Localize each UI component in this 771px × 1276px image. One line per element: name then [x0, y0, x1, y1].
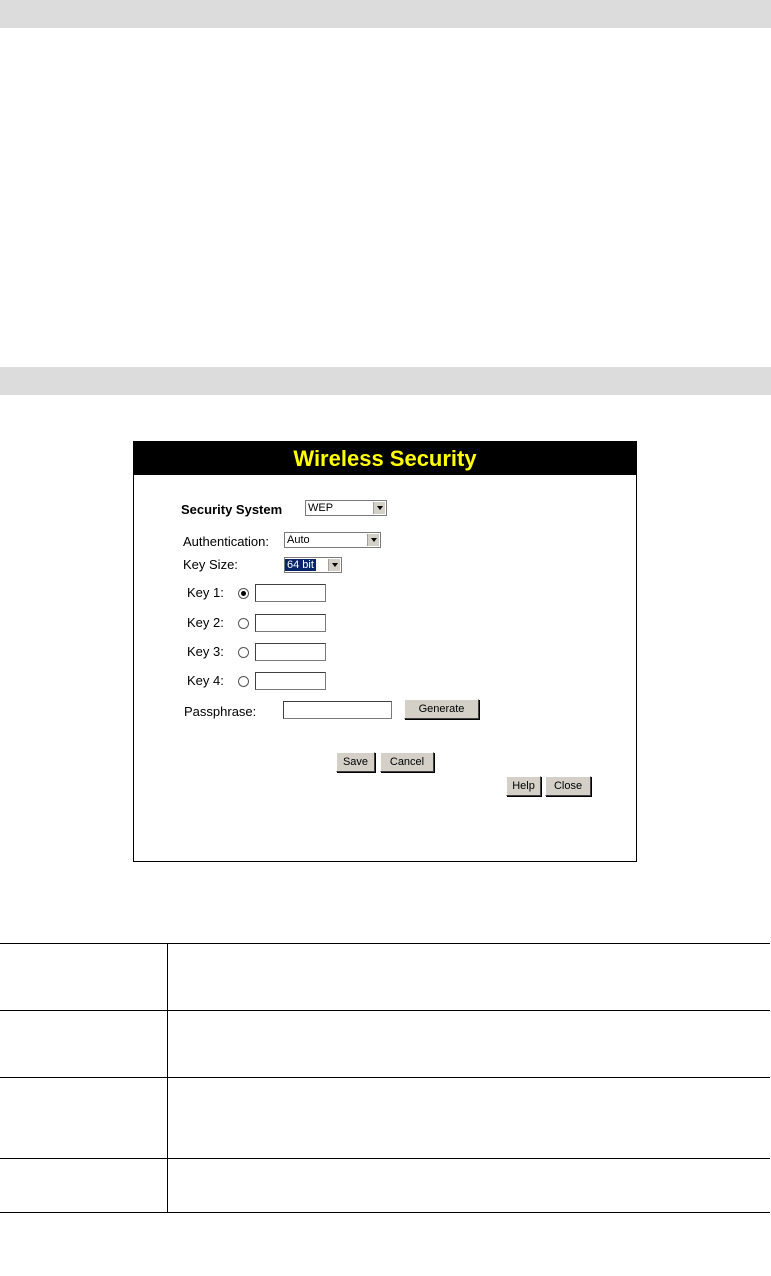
close-button[interactable]: Close	[545, 776, 591, 796]
authentication-label: Authentication:	[183, 534, 270, 549]
key-2-input[interactable]	[255, 614, 326, 632]
key-4-radio[interactable]	[238, 676, 249, 687]
table-row	[0, 1010, 770, 1077]
generate-button[interactable]: Generate	[404, 699, 479, 719]
key-3-radio[interactable]	[238, 647, 249, 658]
key-3-label: Key 3:	[187, 644, 224, 659]
help-button[interactable]: Help	[506, 776, 541, 796]
security-system-label: Security System	[181, 502, 283, 517]
save-button[interactable]: Save	[336, 752, 375, 772]
dialog-title: Wireless Security	[134, 442, 636, 475]
key-4-input[interactable]	[255, 672, 326, 690]
key-3-input[interactable]	[255, 643, 326, 661]
table-bottom-border	[0, 1212, 770, 1213]
key-1-radio[interactable]	[238, 588, 249, 599]
key-1-label: Key 1:	[187, 585, 224, 600]
key-4-label: Key 4:	[187, 673, 224, 688]
table-row	[0, 1158, 770, 1212]
cancel-button[interactable]: Cancel	[380, 752, 434, 772]
key-size-value: 64 bit	[287, 559, 314, 571]
key-2-radio[interactable]	[238, 618, 249, 629]
chevron-down-icon	[373, 502, 385, 514]
header-band	[0, 0, 771, 28]
chevron-down-icon	[328, 559, 340, 571]
table-row	[0, 1077, 770, 1158]
table-row	[0, 943, 770, 1010]
key-1-input[interactable]	[255, 584, 326, 602]
section-band	[0, 367, 771, 395]
key-2-label: Key 2:	[187, 615, 224, 630]
authentication-select[interactable]	[284, 532, 381, 548]
security-system-value: WEP	[308, 502, 334, 514]
wireless-security-dialog	[133, 441, 637, 862]
passphrase-input[interactable]	[283, 701, 392, 719]
security-system-select[interactable]	[305, 500, 387, 516]
chevron-down-icon	[367, 534, 379, 546]
authentication-value: Auto	[287, 534, 310, 546]
key-size-select[interactable]	[284, 557, 342, 573]
passphrase-label: Passphrase:	[184, 704, 257, 719]
key-size-label: Key Size:	[183, 557, 238, 572]
